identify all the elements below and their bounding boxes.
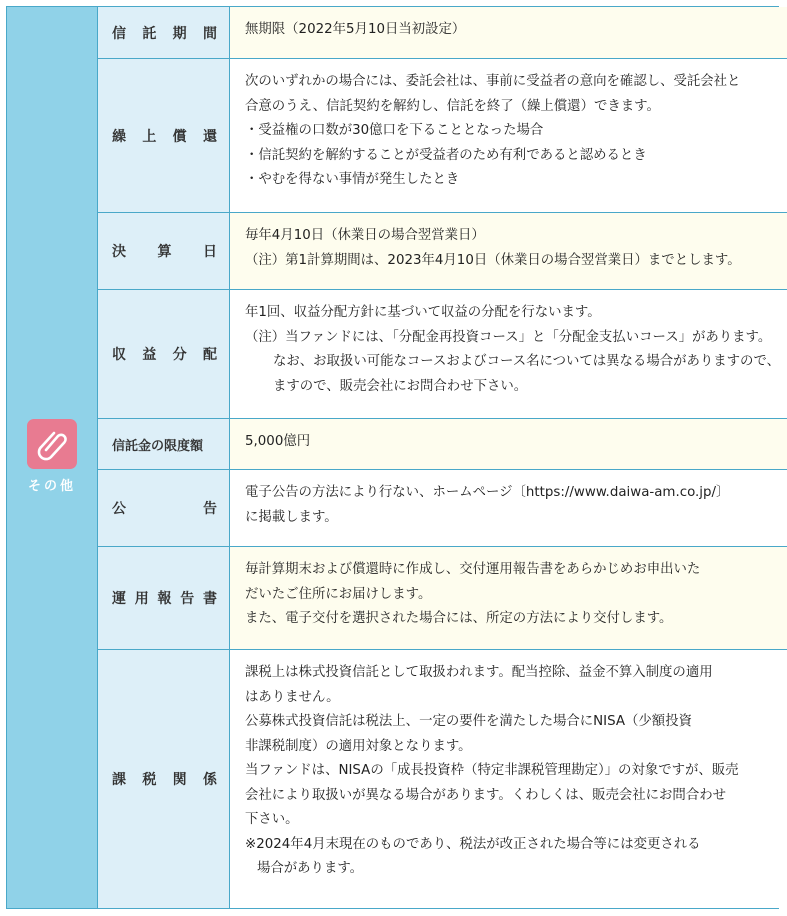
- sidebar: [7, 7, 98, 908]
- row-early-redemption: [98, 59, 787, 213]
- row-public-notice: [98, 470, 787, 547]
- row-trust-period: [98, 7, 787, 59]
- row-trust-limit: [98, 419, 787, 470]
- row-heading: 信託期間: [98, 7, 230, 58]
- row-heading: 運用報告書: [98, 547, 230, 649]
- info-table-frame: [6, 6, 779, 909]
- row-settlement-date: [98, 213, 787, 290]
- row-content: 次のいずれかの場合には、委託会社は、事前に受益者の意向を確認し、受託会社と 合意のうえ、信託契約を解約し、信託を終了（繰上償還）できます。 ・受益権の口数が30億口を下ることとなった場合 ・信託契約を解約することが受益者のため有利であると認めるとき ・やむを得ない事情が発生したとき: [230, 59, 787, 212]
- row-heading: 収益分配: [98, 290, 230, 418]
- row-income-distribution: [98, 290, 787, 419]
- row-heading: 課税関係: [98, 650, 230, 908]
- row-taxation: [98, 650, 787, 908]
- row-content: 無期限（2022年5月10日当初設定）: [230, 7, 787, 58]
- sidebar-label: その他: [27, 479, 76, 494]
- row-content: 電子公告の方法により行ない、ホームページ〔https://www.daiwa-am.co.jp/〕 に掲載します。: [230, 470, 787, 546]
- row-heading: 決算日: [98, 213, 230, 289]
- row-content: 5,000億円: [230, 419, 787, 469]
- row-content: 課税上は株式投資信託として取扱われます。配当控除、益金不算入制度の適用 はありません。 公募株式投資信託は税法上、一定の要件を満たした場合にNISA（少額投資 非課税制度）の適用対象となります。 当ファンドは、NISAの「成長投資枠（特定非課税管理勘定）」の対象ですが、販売 会社により取扱いが異なる場合があります。くわしくは、販売会社にお問合わせ 下さい。 ※2024年4月末現在のものであり、税法が改正された場合等には変更される 場合があります。: [230, 650, 787, 908]
- info-table: [98, 7, 787, 908]
- row-content: 年1回、収益分配方針に基づいて収益の分配を行ないます。 （注）当ファンドには、「分配金再投資コース」と「分配金支払いコース」があります。 なお、お取扱い可能なコースおよびコース名については異なる場合がありますので、 ますので、販売会社にお問合わせ下さい。: [230, 290, 787, 418]
- row-content: 毎年4月10日（休業日の場合翌営業日） （注）第1計算期間は、2023年4月10日（休業日の場合翌営業日）までとします。: [230, 213, 787, 289]
- row-content: 毎計算期末および償還時に作成し、交付運用報告書をあらかじめお申出いた だいたご住所にお届けします。 また、電子交付を選択された場合には、所定の方法により交付します。: [230, 547, 787, 649]
- row-heading: 信託金の限度額: [98, 419, 230, 469]
- paperclip-icon: [27, 419, 77, 469]
- row-management-report: [98, 547, 787, 650]
- row-heading: 繰上償還: [98, 59, 230, 212]
- row-heading: 公告: [98, 470, 230, 546]
